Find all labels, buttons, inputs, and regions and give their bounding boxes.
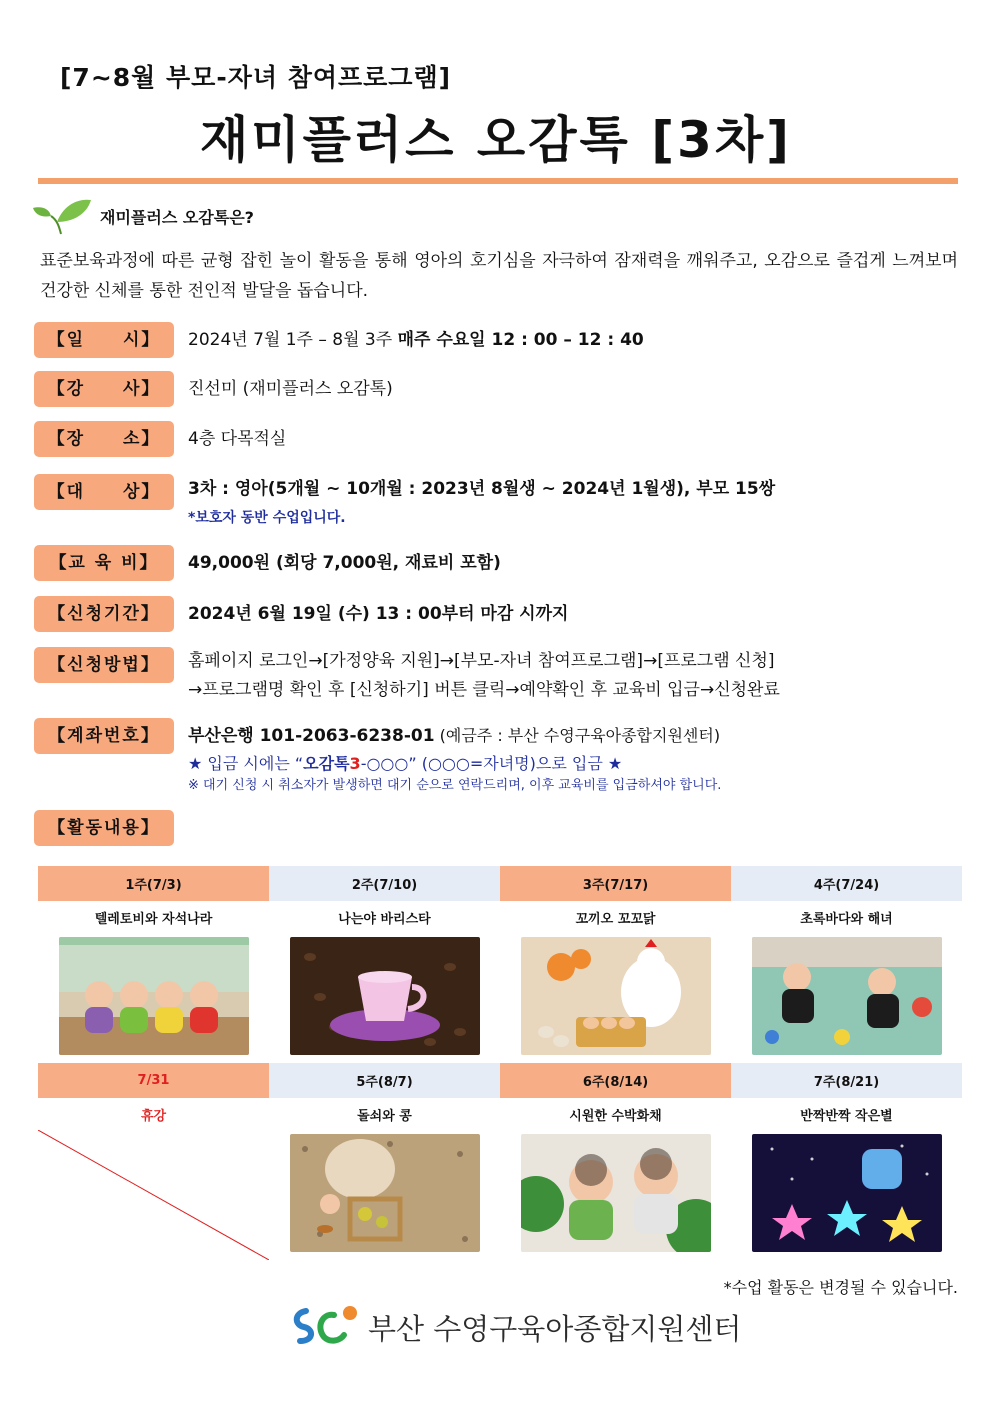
instructor-label: 【강 사】 [34, 371, 174, 407]
activity-title: 꼬끼오 꼬꼬닭 [575, 911, 656, 927]
guardian-note: *보호자 동반 수업입니다. [188, 510, 346, 526]
deposit-instruction: ★ 입금 시에는 “오감톡3-○○○” (○○○=자녀명)으로 입금 ★ [188, 754, 623, 773]
week-header: 6주(8/14) [500, 1063, 731, 1098]
activity-title: 초록바다와 해녀 [800, 911, 893, 927]
week-header: 4주(7/24) [731, 866, 962, 901]
week-header: 5주(8/7) [269, 1063, 500, 1098]
activity-title: 돌쇠와 콩 [357, 1108, 412, 1124]
account-label: 【계좌번호】 [34, 718, 174, 754]
account-value: 부산은행 101-2063-6238-01 (예금주 : 부산 수영구육아종합지원센터) [188, 726, 721, 746]
baby-playing-with-beans-photo [290, 1134, 480, 1252]
target-value: 3차 : 영아(5개월 ~ 10개월 : 2023년 8월생 ~ 2024년 1월생), 부모 15쌍 [188, 479, 776, 499]
center-name: 부산 수영구육아종합지원센터 [368, 1312, 742, 1346]
intro-text: 표준보육과정에 따른 균형 잡힌 놀이 활동을 통해 영아의 호기심을 자극하여 잠재력을 깨워주고, 오감으로 즐겁게 느껴보며 건강한 신체를 통한 전인적 발달을 돕습니다. [40, 251, 958, 301]
activities-label: 【활동내용】 [34, 810, 174, 846]
holiday-title: 휴강 [140, 1108, 167, 1124]
activity-title: 텔레토비와 자석나라 [94, 911, 213, 927]
schedule-value: 2024년 7월 1주 – 8월 3주 매주 수요일 12 : 00 – 12 : 40 [188, 330, 644, 350]
period-value: 2024년 6월 19일 (수) 13 : 00부터 마감 시까지 [188, 604, 569, 624]
glowing-stars-room-photo [752, 1134, 942, 1252]
toy-chicken-and-eggs-photo [521, 937, 711, 1055]
method-line1: 홈페이지 로그인→[가정양육 지원]→[부모-자녀 참여프로그램]→[프로그램 신청] [188, 651, 775, 671]
instructor-value: 진선미 (재미플러스 오감톡) [188, 379, 393, 399]
intro-heading: 재미플러스 오감톡은? [100, 208, 254, 227]
place-label: 【장 소】 [34, 421, 174, 457]
cancelled-slash [38, 1130, 269, 1260]
center-logo-icon [292, 1303, 362, 1347]
cup-on-coffee-beans-photo [290, 937, 480, 1055]
schedule-label: 【일 시】 [34, 322, 174, 358]
target-label: 【대 상】 [34, 474, 174, 510]
week-header: 3주(7/17) [500, 866, 731, 901]
week-header: 2주(7/10) [269, 866, 500, 901]
fee-label: 【교 육 비】 [34, 545, 174, 581]
change-notice: *수업 활동은 변경될 수 있습니다. [723, 1278, 958, 1297]
page-title: 재미플러스 오감톡 [3차] [199, 111, 792, 169]
babies-with-watermelon-balls-photo [521, 1134, 711, 1252]
week-header: 1주(7/3) [38, 866, 269, 901]
sprout-icon [33, 196, 91, 236]
babies-in-costumes-photo [59, 937, 249, 1055]
activity-title: 시원한 수박화채 [569, 1108, 662, 1124]
period-label: 【신청기간】 [34, 596, 174, 632]
method-label: 【신청방법】 [34, 647, 174, 683]
activity-title: 나는야 바리스타 [338, 911, 431, 927]
program-subtitle: [7~8월 부모-자녀 참여프로그램] [60, 63, 452, 92]
week-header: 7주(8/21) [731, 1063, 962, 1098]
method-line2: →프로그램명 확인 후 [신청하기] 버튼 클릭→예약확인 후 교육비 입금→신청완료 [188, 680, 780, 700]
holiday-header: 7/31 [38, 1063, 269, 1098]
waitlist-note: ※ 대기 신청 시 취소자가 발생하면 대기 순으로 연락드리며, 이후 교육비를 입금하셔야 합니다. [188, 778, 722, 793]
babies-on-sea-mat-photo [752, 937, 942, 1055]
activity-title: 반짝반짝 작은별 [800, 1108, 893, 1124]
fee-value: 49,000원 (회당 7,000원, 재료비 포함) [188, 553, 501, 573]
title-divider [38, 178, 958, 184]
place-value: 4층 다목적실 [188, 429, 287, 449]
activities-table [38, 866, 962, 1260]
